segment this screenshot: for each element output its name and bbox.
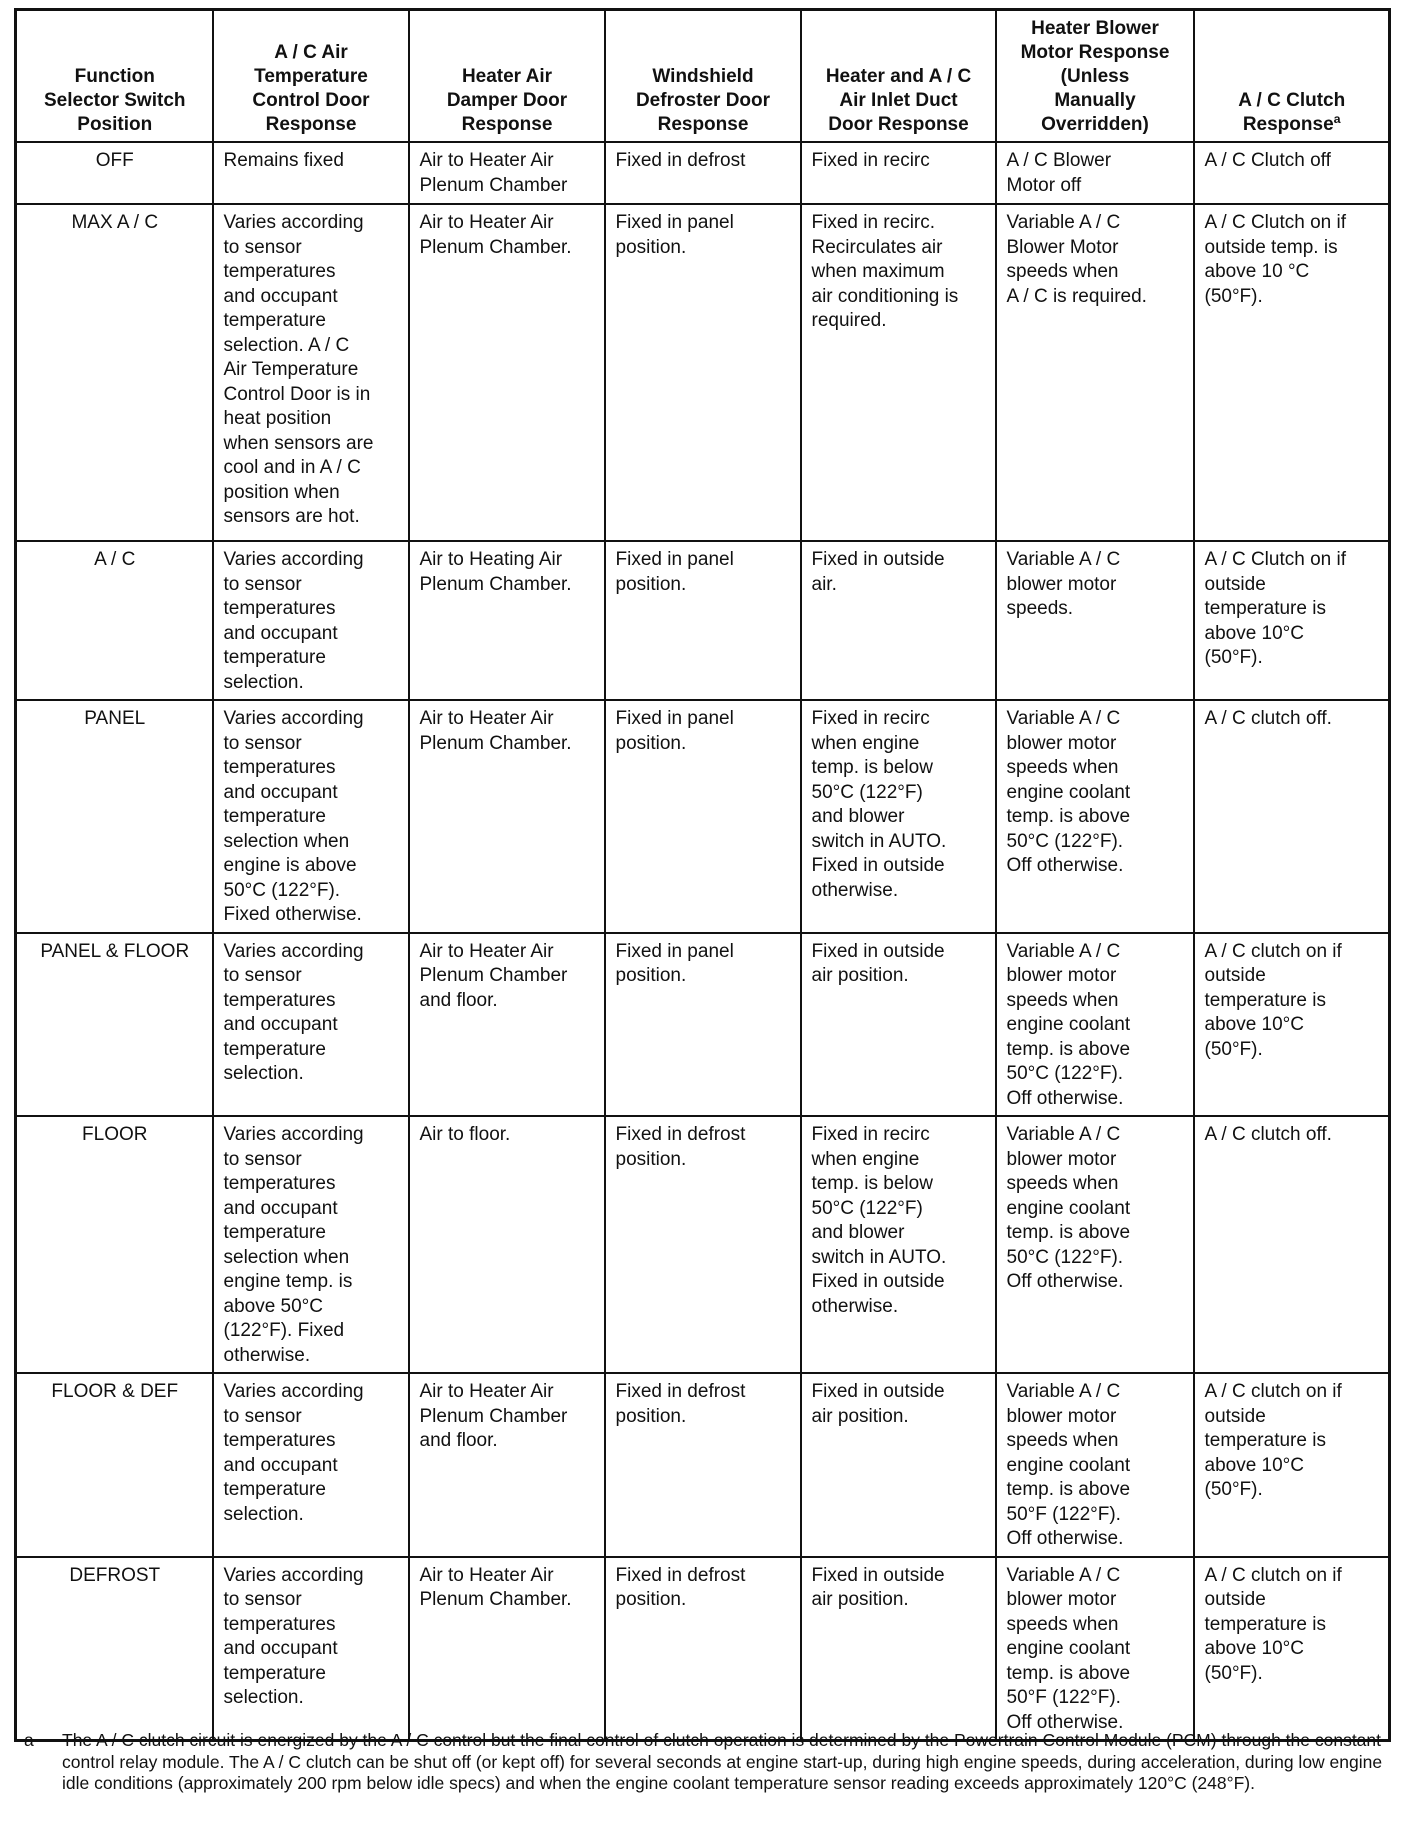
table-cell: Varies according to sensor temperatures and occupant temperature selection when engine temp. is above 50°C (122°F). Fixed otherwise. [213, 1116, 409, 1373]
table-cell: A / C clutch off. [1194, 700, 1390, 933]
header-defroster-door: Windshield Defroster Door Response [605, 10, 801, 143]
header-temperature-control-door: A / C Air Temperature Control Door Response [213, 10, 409, 143]
table-cell: Fixed in recirc when engine temp. is below 50°C (122°F) and blower switch in AUTO. Fixed in outside otherwise. [801, 700, 996, 933]
table-cell: Varies according to sensor temperatures and occupant temperature selection. [213, 1373, 409, 1557]
table-row [16, 700, 1390, 933]
footnote [24, 1730, 1394, 1795]
table-cell: A / C clutch on if outside temperature is above 10°C (50°F). [1194, 933, 1390, 1117]
table-cell: Varies according to sensor temperatures and occupant temperature selection when engine is above 50°C (122°F). Fixed otherwise. [213, 700, 409, 933]
table-cell: Variable A / C blower motor speeds when engine coolant temp. is above 50°C (122°F). Off otherwise. [996, 700, 1194, 933]
position-cell: FLOOR [16, 1116, 213, 1373]
table-cell: Fixed in outside air position. [801, 1373, 996, 1557]
table-cell: A / C Blower Motor off [996, 142, 1194, 204]
table-row [16, 142, 1390, 204]
table-row [16, 1373, 1390, 1557]
table-cell: Air to Heater Air Plenum Chamber [409, 142, 605, 204]
table-cell: Fixed in panel position. [605, 700, 801, 933]
table-cell: Variable A / C blower motor speeds when engine coolant temp. is above 50°C (122°F). Off otherwise. [996, 933, 1194, 1117]
table-cell: A / C Clutch off [1194, 142, 1390, 204]
header-row [16, 10, 1390, 143]
table-cell: Fixed in recirc [801, 142, 996, 204]
table-cell: A / C clutch off. [1194, 1116, 1390, 1373]
position-cell: A / C [16, 541, 213, 700]
table-row [16, 204, 1390, 541]
table-cell: Remains fixed [213, 142, 409, 204]
table-cell: Air to floor. [409, 1116, 605, 1373]
table-cell: Variable A / C blower motor speeds when engine coolant temp. is above 50°F (122°F). Off otherwise. [996, 1557, 1194, 1741]
table-cell: Variable A / C Blower Motor speeds when A / C is required. [996, 204, 1194, 541]
header-ac-clutch: A / C Clutch Responseª [1194, 10, 1390, 143]
table-cell: Fixed in outside air position. [801, 933, 996, 1117]
table-cell: A / C clutch on if outside temperature is above 10°C (50°F). [1194, 1557, 1390, 1741]
table-cell: Fixed in defrost position. [605, 1373, 801, 1557]
table-cell: Fixed in defrost position. [605, 1557, 801, 1741]
table-cell: Fixed in recirc. Recirculates air when maximum air conditioning is required. [801, 204, 996, 541]
position-cell: MAX A / C [16, 204, 213, 541]
table-cell: Varies according to sensor temperatures and occupant temperature selection. [213, 933, 409, 1117]
table-row [16, 1557, 1390, 1741]
climate-control-response-table [14, 8, 1391, 1742]
table-cell: Air to Heater Air Plenum Chamber. [409, 700, 605, 933]
position-cell: OFF [16, 142, 213, 204]
header-air-inlet-duct-door: Heater and A / C Air Inlet Duct Door Response [801, 10, 996, 143]
table-cell: A / C Clutch on if outside temp. is above 10 °C (50°F). [1194, 204, 1390, 541]
table-cell: Fixed in defrost [605, 142, 801, 204]
table-cell: Fixed in outside air. [801, 541, 996, 700]
position-cell: PANEL & FLOOR [16, 933, 213, 1117]
table-cell: Air to Heater Air Plenum Chamber. [409, 204, 605, 541]
table-cell: Variable A / C blower motor speeds when engine coolant temp. is above 50°C (122°F). Off otherwise. [996, 1116, 1194, 1373]
table-cell: Air to Heater Air Plenum Chamber and floor. [409, 933, 605, 1117]
table-cell: Variable A / C blower motor speeds when engine coolant temp. is above 50°F (122°F). Off otherwise. [996, 1373, 1194, 1557]
table-cell: Fixed in recirc when engine temp. is below 50°C (122°F) and blower switch in AUTO. Fixed in outside otherwise. [801, 1116, 996, 1373]
header-blower-motor: Heater Blower Motor Response (Unless Manually Overridden) [996, 10, 1194, 143]
table-cell: Fixed in outside air position. [801, 1557, 996, 1741]
table-cell: Variable A / C blower motor speeds. [996, 541, 1194, 700]
position-cell: DEFROST [16, 1557, 213, 1741]
table-cell: Fixed in defrost position. [605, 1116, 801, 1373]
table-row [16, 933, 1390, 1117]
position-cell: PANEL [16, 700, 213, 933]
table-cell: Fixed in panel position. [605, 541, 801, 700]
table-cell: Air to Heater Air Plenum Chamber. [409, 1557, 605, 1741]
footnote-marker: a [24, 1730, 34, 1750]
table-row [16, 1116, 1390, 1373]
table-cell: Air to Heating Air Plenum Chamber. [409, 541, 605, 700]
table-cell: Air to Heater Air Plenum Chamber and floor. [409, 1373, 605, 1557]
table-cell: Fixed in panel position. [605, 204, 801, 541]
header-heater-damper-door: Heater Air Damper Door Response [409, 10, 605, 143]
footnote-text: The A / C clutch circuit is energized by the A / C control but the final control of clutch operation is determined by the Powertrain Control Module (PCM) through the constant control relay module. The A / C clutch can be shut off (or kept off) for several seconds at engine start-up, during high engine speeds, during acceleration, during low engine idle conditions (approximately 200 rpm below idle specs) and when the engine coolant temperature sensor reading exceeds approximately 120°C (248°F). [62, 1730, 1383, 1793]
table-row [16, 541, 1390, 700]
header-function-selector-position: Function Selector Switch Position [16, 10, 213, 143]
table-cell: Varies according to sensor temperatures and occupant temperature selection. A / C Air Temperature Control Door is in heat position when sensors are cool and in A / C position when sensors are hot. [213, 204, 409, 541]
table-cell: Varies according to sensor temperatures and occupant temperature selection. [213, 1557, 409, 1741]
table-cell: Varies according to sensor temperatures and occupant temperature selection. [213, 541, 409, 700]
table-cell: A / C Clutch on if outside temperature is above 10°C (50°F). [1194, 541, 1390, 700]
table-cell: Fixed in panel position. [605, 933, 801, 1117]
position-cell: FLOOR & DEF [16, 1373, 213, 1557]
table-cell: A / C clutch on if outside temperature is above 10°C (50°F). [1194, 1373, 1390, 1557]
